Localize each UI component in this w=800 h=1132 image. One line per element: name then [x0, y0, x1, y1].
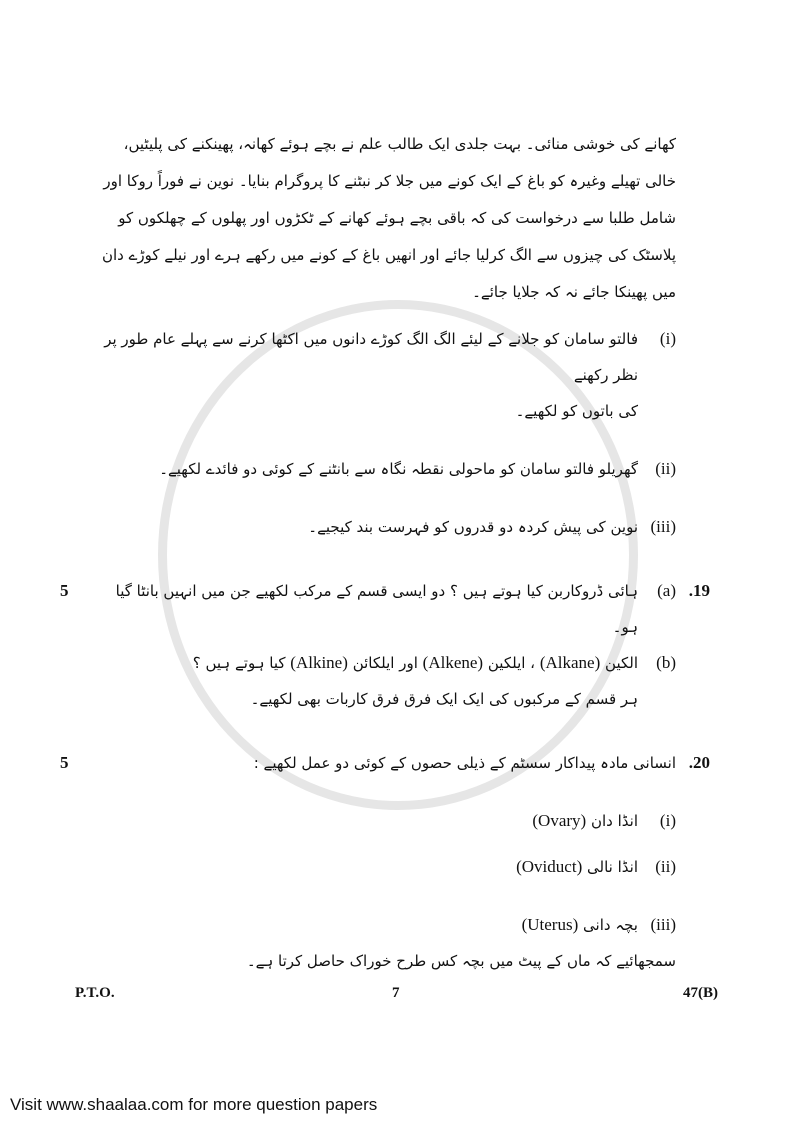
q18-part-iii: [60, 509, 710, 545]
question-column: [60, 126, 710, 979]
q19-b: [60, 645, 710, 717]
q18-part-i: [60, 321, 710, 429]
part-label: (ii): [655, 857, 676, 876]
question-text: سمجھائیے کہ ماں کے پیٹ میں بچہ کس طرح خوراک حاصل کرتا ہے۔: [246, 952, 676, 970]
text: اور ایلکائن: [352, 654, 418, 672]
q18-part-ii: [60, 451, 710, 487]
sub-part: [60, 803, 710, 839]
part-label: (iii): [650, 517, 676, 536]
question-number: 19.: [688, 581, 710, 600]
passage: [60, 126, 710, 311]
text: کیا ہوتے ہیں ؟: [192, 654, 286, 672]
part-label: (ii): [655, 459, 676, 478]
final-question: [60, 943, 710, 979]
text: (Alkene): [422, 653, 484, 672]
part-label: (i): [659, 329, 676, 348]
passage-line: بچے ہوئے کھانے کے ٹکڑوں اور پھلوں کے چھلکوں کو پلاسٹک کی چیزوں سے الگ کرلیا جائے اور انھیں باغ: [118, 209, 676, 264]
english-term: (Oviduct): [516, 857, 583, 876]
text: ، ایلکین: [487, 654, 536, 672]
part-label: (a): [657, 581, 676, 600]
passage-line: کھانے کی خوشی منائی۔ بہت جلدی ایک طالب علم نے بچے ہوئے کھانہ، پھینکنے کی پلیٹیں، خالی تھیلے وغیرہ کو: [123, 135, 676, 190]
q19-a: [60, 573, 710, 645]
urdu-term: بچہ دانی: [583, 916, 638, 934]
sub-part: [60, 849, 710, 885]
passage-line: کے کونے میں رکھے ہرے اور نیلے کوڑے دان میں پھینکا جائے نہ کہ جلایا جائے۔: [101, 246, 676, 301]
part-text: نوین کی پیش کردہ دو قدروں کو فہرست بند کیجیے۔: [308, 518, 638, 536]
banner-link[interactable]: Visit www.shaalaa.com for more question papers: [10, 1095, 378, 1114]
question-text: انسانی مادہ پیداکار سسٹم کے ذیلی حصوں کے کوئی دو عمل لکھیے :: [253, 754, 676, 772]
sub-part: [60, 907, 710, 943]
sub-part-text: [60, 907, 638, 943]
part-label: (i): [659, 811, 676, 830]
part-line: فالتو سامان کو جلانے کے لیئے الگ الگ کوڑے دانوں میں اکٹھا کرنے سے پہلے عام طور پر نظر رکھنے: [104, 330, 638, 384]
paper-code: 47(B): [683, 985, 718, 1001]
page-number: 7: [392, 985, 400, 1001]
question-text: ہائی ڈروکاربن کیا ہوتے ہیں ؟ دو ایسی قسم کے مرکب لکھیے جن میں انہیں بانٹا گیا ہو۔: [115, 582, 638, 636]
english-term: (Uterus): [521, 915, 579, 934]
text: ہر قسم کے مرکبوں کی ایک ایک فرق فرق کاربات بھی لکھیے۔: [250, 690, 638, 708]
marks: 5: [60, 581, 69, 600]
part-text: [90, 321, 638, 429]
text: (Alkine): [290, 653, 348, 672]
english-term: (Ovary): [532, 811, 587, 830]
question-number: 20.: [688, 753, 710, 772]
urdu-term: انڈا نالی: [587, 858, 638, 876]
question-text: [90, 645, 638, 717]
part-text: گھریلو فالتو سامان کو ماحولی نقطہ نگاہ سے بانٹنے کے کوئی دو فائدے لکھیے۔: [159, 460, 638, 478]
part-label: (iii): [650, 915, 676, 934]
footer-pto: P.T.O.: [75, 985, 115, 1001]
sub-part-text: [60, 803, 638, 839]
passage-text: [90, 126, 676, 311]
text: الکین: [605, 654, 638, 672]
urdu-term: انڈا دان: [590, 812, 638, 830]
text: (Alkane): [539, 653, 601, 672]
passage-line: باغ کے ایک کونے میں جلا کر نبٹنے کا پروگرام بنایا۔ نوین نے فوراً روکا اور شامل طلبا سے درخواست کی کہ باقی: [103, 172, 676, 227]
part-label: (b): [656, 653, 676, 672]
marks: 5: [60, 753, 69, 772]
part-line: کی باتوں کو لکھیے۔: [515, 402, 638, 420]
sub-part-text: [60, 849, 638, 885]
q20: [60, 745, 710, 781]
